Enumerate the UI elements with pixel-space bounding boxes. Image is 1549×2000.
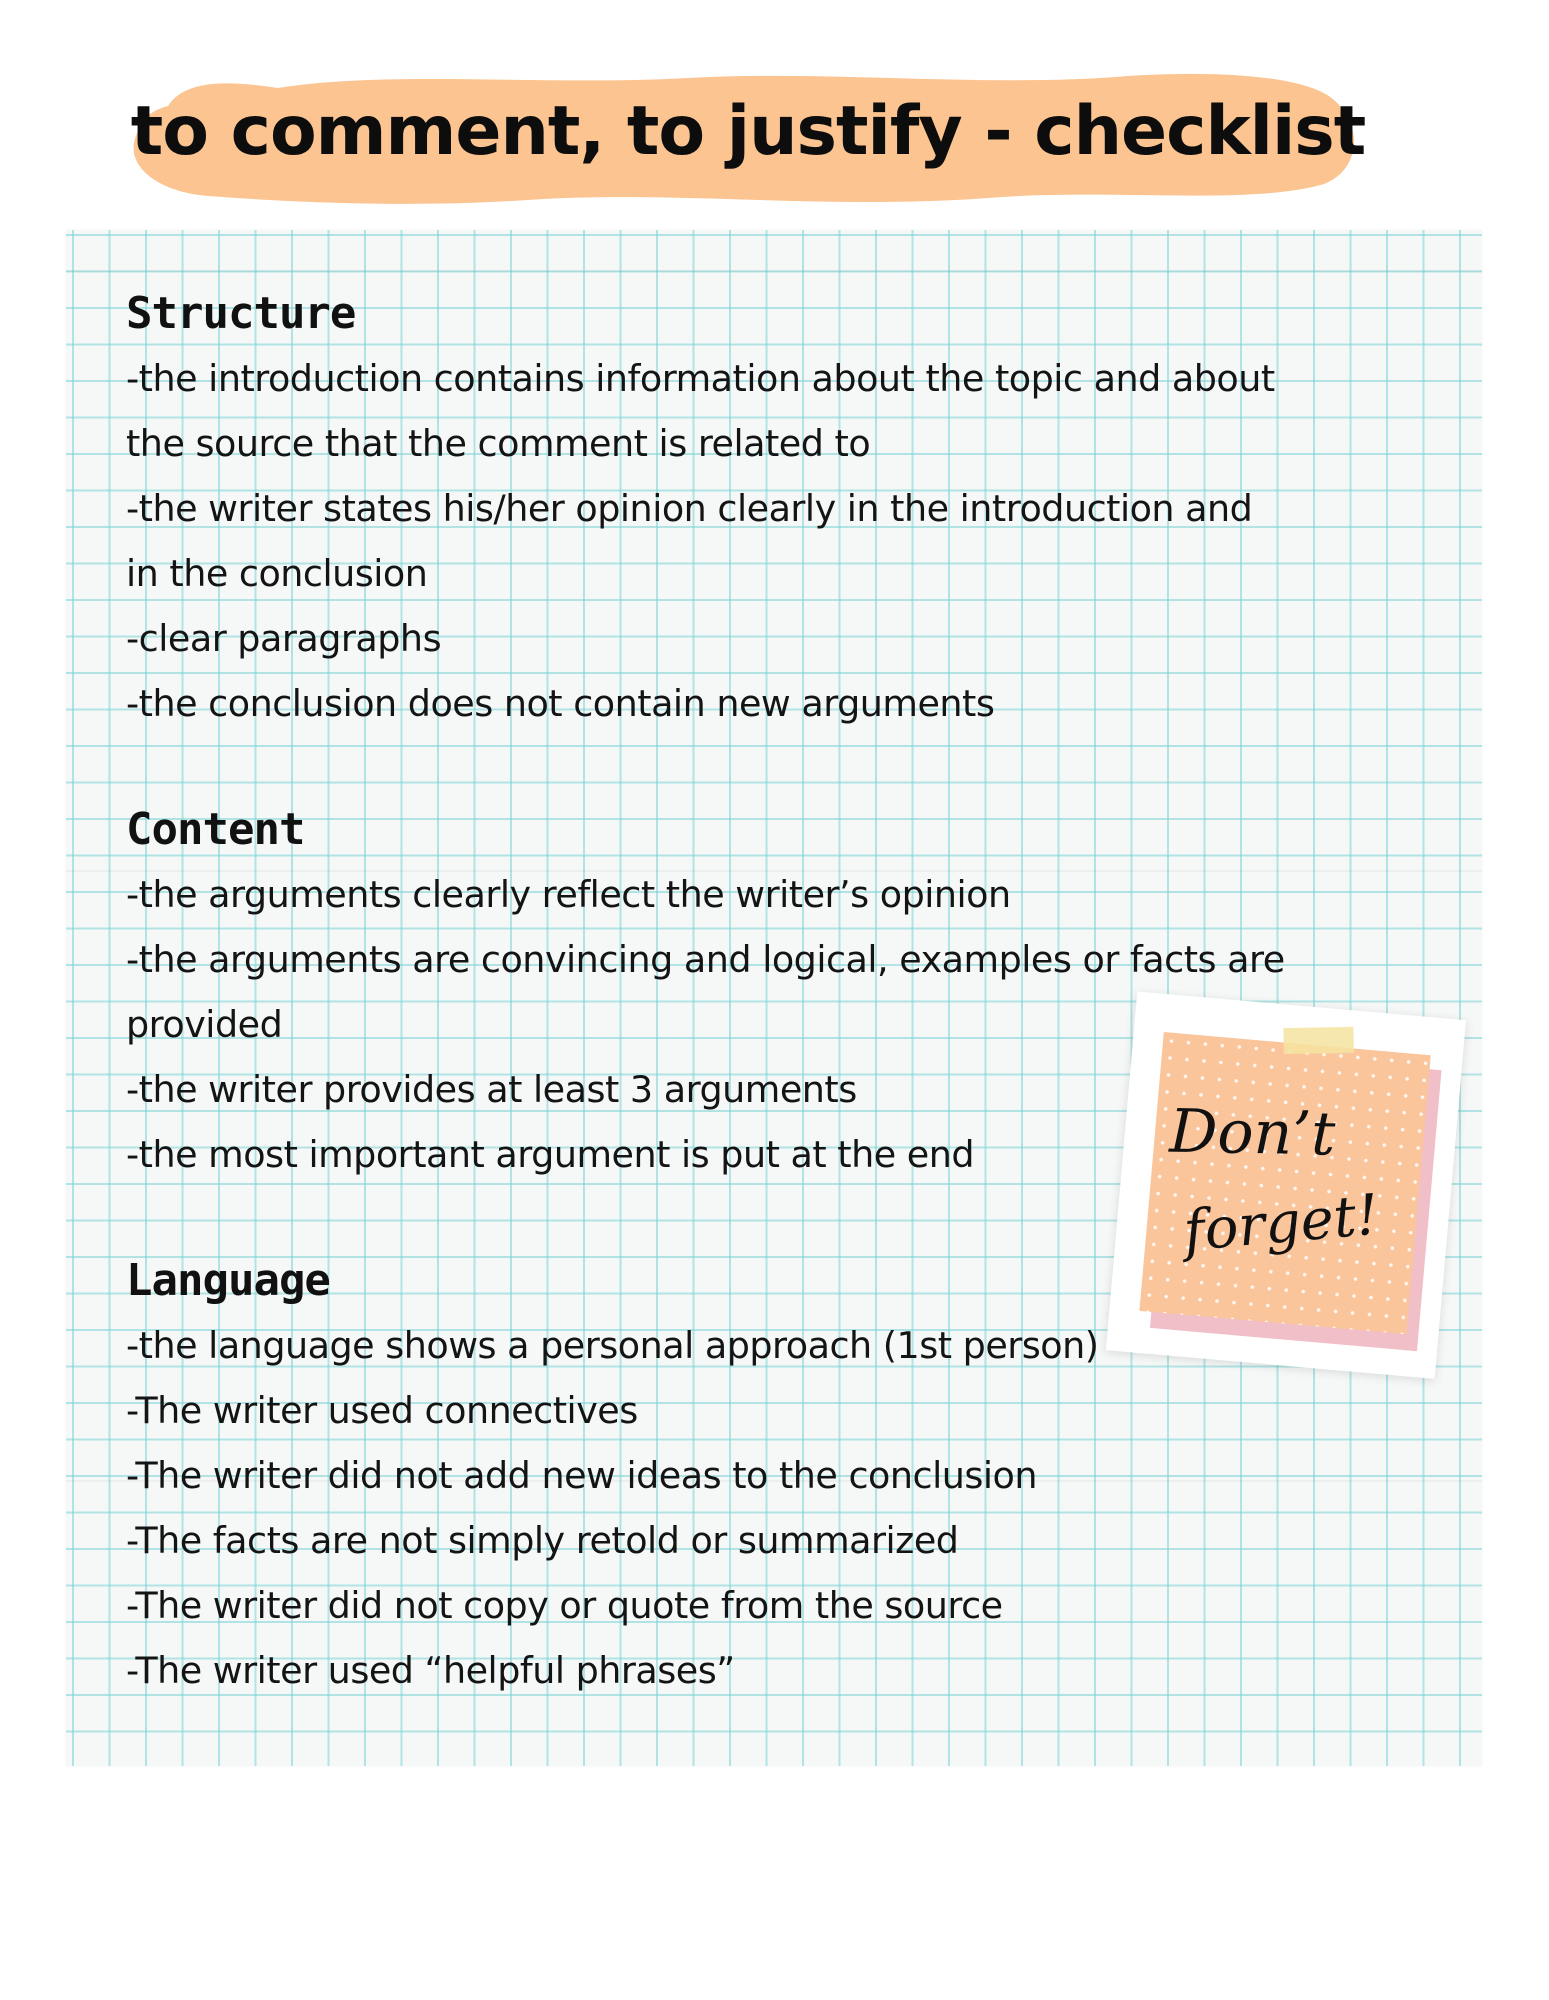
- section-heading: Language: [126, 1255, 330, 1306]
- checklist-item: -the most important argument is put at the end: [126, 1133, 975, 1176]
- checklist-item: -the language shows a personal approach (1st person): [126, 1324, 1099, 1367]
- checklist-item: -The writer used connectives: [126, 1389, 638, 1432]
- tape-strip: [1283, 1027, 1353, 1054]
- sticky-note: [1104, 991, 1486, 1400]
- checklist-item: -The writer used “helpful phrases”: [126, 1649, 735, 1692]
- title-banner: [128, 66, 1368, 216]
- checklist-item: -the arguments clearly reflect the writer’s opinion: [126, 873, 1011, 916]
- checklist-item: provided: [126, 1003, 283, 1046]
- checklist-item: -the introduction contains information about the topic and about: [126, 357, 1275, 400]
- checklist-item: -the writer provides at least 3 arguments: [126, 1068, 857, 1111]
- sticky-note-paper: [1139, 1032, 1430, 1334]
- checklist: [126, 282, 1456, 1703]
- checklist-item: -clear paragraphs: [126, 617, 442, 660]
- section-heading: Content: [126, 804, 305, 855]
- sticky-note-text: Don’t: [1168, 1096, 1336, 1170]
- checklist-item: -the arguments are convincing and logical, examples or facts are: [126, 938, 1285, 981]
- checklist-item: in the conclusion: [126, 552, 428, 595]
- sticky-note-text: forget!: [1181, 1182, 1382, 1265]
- checklist-item: -the conclusion does not contain new arguments: [126, 682, 995, 725]
- paper-fold-line: [66, 270, 1482, 272]
- checklist-item: -The facts are not simply retold or summarized: [126, 1519, 959, 1562]
- checklist-item: -the writer states his/her opinion clearly in the introduction and: [126, 487, 1253, 530]
- checklist-item: -The writer did not copy or quote from the source: [126, 1584, 1003, 1627]
- checklist-item: the source that the comment is related to: [126, 422, 871, 465]
- section-structure: [126, 282, 1456, 736]
- section-heading: Structure: [126, 288, 356, 339]
- checklist-item: -The writer did not add new ideas to the conclusion: [126, 1454, 1037, 1497]
- page-title: to comment, to justify - checklist: [130, 92, 1366, 171]
